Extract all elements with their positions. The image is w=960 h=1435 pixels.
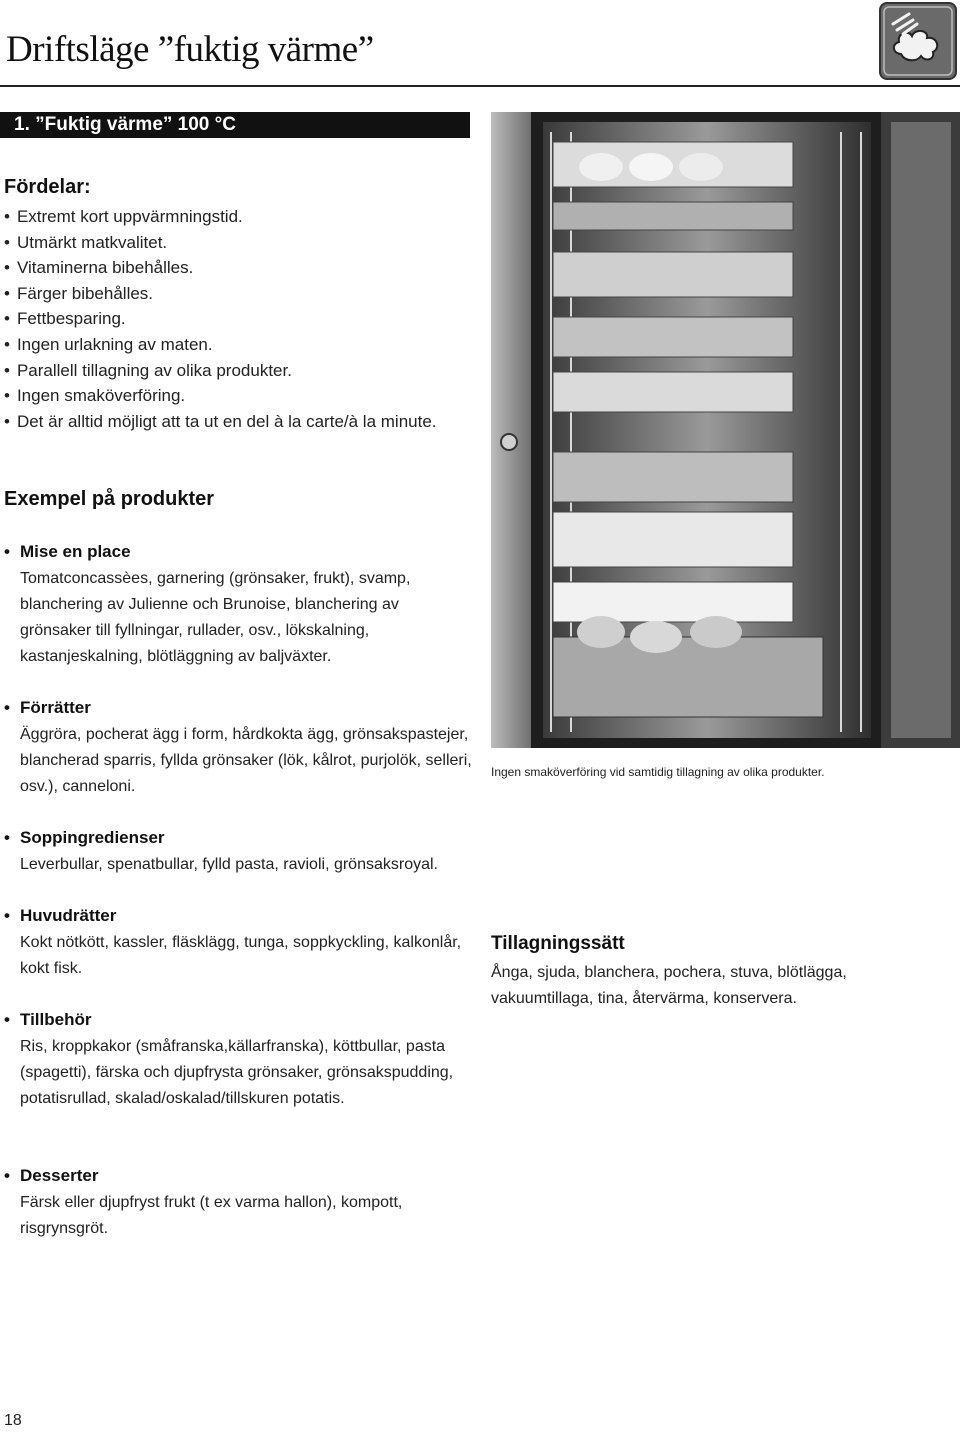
advantages-list [4, 204, 437, 434]
example-block-mise-en-place [4, 540, 474, 670]
examples-heading: Exempel på produkter [4, 488, 215, 510]
block-title: Huvudrätter [20, 906, 117, 925]
page-title: Driftsläge ”fuktig värme” [6, 29, 374, 70]
block-title: Mise en place [20, 542, 131, 561]
list-item: • Extremt kort uppvärmningstid. [4, 204, 437, 230]
list-item: • Ingen smaköverföring. [4, 383, 437, 409]
title-rule [0, 85, 960, 87]
list-item: • Fettbesparing. [4, 306, 437, 332]
bullet-icon: • [4, 698, 10, 717]
bullet-icon: • [4, 828, 10, 847]
list-item: • Färger bibehålles. [4, 281, 437, 307]
bullet-icon: • [4, 1010, 10, 1029]
block-title: Förrätter [20, 698, 91, 717]
methods-text: Ånga, sjuda, blanchera, pochera, stuva, blötlägga, vakuumtillaga, tina, återvärma, konservera. [491, 964, 847, 1007]
example-block-tillbehor [4, 1008, 474, 1112]
methods-heading: Tillagningssätt [491, 933, 625, 954]
block-text: Äggröra, pocherat ägg i form, hårdkokta ägg, grönsakspastejer, blancherad sparris, fyllda grönsaker (lök, kålrot, purjolök, selleri, osv.), canneloni. [20, 726, 472, 795]
bullet-icon: • [4, 542, 10, 561]
photo-caption: Ingen smaköverföring vid samtidig tillagning av olika produkter. [491, 765, 825, 779]
advantages-heading: Fördelar: [4, 176, 91, 198]
block-text: Tomatconcassèes, garnering (grönsaker, frukt), svamp, blanchering av Julienne och Brunoise, blanchering av grönsaker till fyllningar, rullader, osv., lökskalning, kastanjeskalning, blötläggning av baljväxter. [20, 570, 411, 665]
block-text: Färsk eller djupfryst frukt (t ex varma hallon), kompott, risgrynsgröt. [20, 1194, 403, 1237]
example-block-soppingredienser [4, 826, 474, 878]
list-item: • Vitaminerna bibehålles. [4, 255, 437, 281]
list-item: • Parallell tillagning av olika produkter. [4, 358, 437, 384]
block-text: Kokt nötkött, kassler, fläsklägg, tunga, soppkyckling, kalkonlår, kokt fisk. [20, 934, 462, 977]
bullet-icon: • [4, 1166, 10, 1185]
section-heading: 1. ”Fuktig värme” 100 °C [0, 112, 470, 138]
block-text: Leverbullar, spenatbullar, fylld pasta, ravioli, grönsaksroyal. [20, 856, 438, 873]
page-number: 18 [4, 1412, 22, 1429]
example-block-forratter [4, 696, 474, 800]
oven-photo [491, 112, 960, 748]
block-title: Soppingredienser [20, 828, 165, 847]
steam-icon [879, 2, 957, 80]
list-item: • Utmärkt matkvalitet. [4, 230, 437, 256]
list-item: • Det är alltid möjligt att ta ut en del à la carte/à la minute. [4, 409, 437, 435]
example-block-desserter [4, 1164, 474, 1242]
block-title: Desserter [20, 1166, 99, 1185]
block-text: Ris, kroppkakor (småfranska,källarfranska), köttbullar, pasta (spagetti), färska och djupfrysta grönsaker, grönsakspudding, potatisrullad, skalad/oskalad/tillskuren potatis. [20, 1038, 454, 1107]
block-title: Tillbehör [20, 1010, 92, 1029]
bullet-icon: • [4, 906, 10, 925]
list-item: • Ingen urlakning av maten. [4, 332, 437, 358]
example-block-huvudratter [4, 904, 474, 982]
